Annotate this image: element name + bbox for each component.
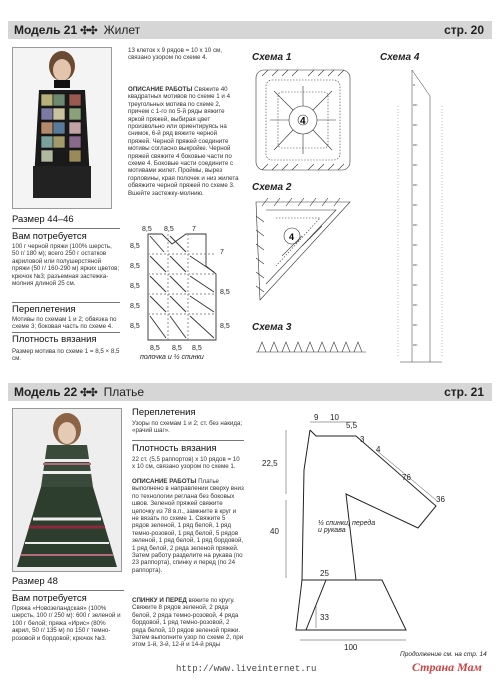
divider — [132, 440, 244, 441]
svg-text:ıııı: ıııı — [413, 322, 418, 327]
model22-title: Платье — [103, 385, 145, 399]
dim-right-3: 8,5 — [220, 323, 230, 330]
dim-left-3: 8,5 — [130, 283, 140, 290]
model22-work-text: Платье выполнено в направлении сверху вниз по технологии реглана без боковых швов. Зеленой пряжей свяжите цепочку из 78 в.п., замкните в круг и не вязать по схеме 1. Свяжите 5 рядов зеленой, 1 ряд белой, 1 ряд темно-розовой, 1 ряд белой, 5 рядов зеленой, 1 ряд белой, 1 ряд бордовой, 1 ряд белой, 2 ряда зеленой пряжей. Затем работу разделите на рукава (по 23 раппорта), спинку и перед (по 24 раппорта). — [132, 478, 244, 574]
model21-size: Размер 44–46 — [12, 214, 74, 225]
svg-text:ıııı: ıııı — [413, 122, 418, 127]
model21-materials-text: 100 г черной пряжи (100% шерсть, 50 г/ 180 м); всего 250 г остатков акриловой или полушерстяной пряжи (50 г/ 160-290 м) ярких цветов; крючок №3; разъемная застежка-молния длиной 25 см. — [12, 243, 120, 288]
dress-dim-10: 10 — [330, 413, 339, 422]
dress-dim-3: 3 — [360, 435, 365, 444]
model21-work-text: Свяжите 40 квадратных мотивов по схеме 1 и 4 треугольных мотива по схеме 2, причем с 1-го по 5-й ряды вяжите яркой пряжей, выбирая цвет произвольно или ориентируясь на снимок, 6-й ряд вяжите черной пряжей. Черной пряжей соедините мотивы согласно выкройке. Черной пряжей свяжите 4 боковые части по схеме 4. Боковые части соедините с мотивами жилет. Проймы, вырез горловины, края полочек и низ жилета обвяжите черной пряжей по схеме 3. Вшейте застежку-молнию. — [128, 86, 239, 197]
model21-weaves-text: Мотивы по схемам 1 и 2; обвязка по схеме 3; боковая часть по схеме 4. — [12, 316, 117, 331]
schema2-label: Схема 2 — [252, 182, 292, 193]
schema2-center-number: 4 — [289, 232, 295, 242]
dress-dim-4: 4 — [376, 445, 381, 454]
divider — [12, 228, 120, 229]
model21-work — [128, 86, 240, 197]
svg-text:ıııı: ıııı — [413, 302, 418, 307]
model21-header — [8, 21, 492, 39]
dress-dim-33: 33 — [320, 613, 329, 622]
model22-front-title: СПИНКУ И ПЕРЕД — [132, 597, 187, 604]
dim-bottom-2: 8,5 — [172, 345, 182, 352]
svg-text:ıııı: ıııı — [413, 202, 418, 207]
model22-materials-title: Вам потребуется — [12, 593, 87, 604]
dress-dim-40: 40 — [270, 527, 279, 536]
dim-right-2: 8,5 — [220, 289, 230, 296]
dress-dim-5-5: 5,5 — [346, 421, 358, 430]
dim-left-5: 8,5 — [130, 323, 140, 330]
model21-density-title: Плотность вязания — [12, 334, 97, 345]
svg-text:ıııı: ıııı — [413, 342, 418, 347]
model22-weaves-text: Узоры по схемам 1 и 2; ст. без накида; «рачий шаг». — [132, 420, 243, 435]
svg-text:ıııı: ıııı — [413, 262, 418, 267]
schema2-diagram — [252, 196, 356, 306]
model21-density-top: 13 клеток x 9 рядов = 10 x 10 см, связано узором по схеме 4. — [128, 47, 223, 62]
model22-work-title: ОПИСАНИЕ РАБОТЫ — [132, 478, 197, 485]
model22-work — [132, 478, 244, 574]
dress-model-illustration — [13, 409, 121, 571]
model22-page-number: стр. 21 — [444, 385, 484, 399]
model22-front — [132, 597, 244, 649]
model21-materials-title: Вам потребуется — [12, 231, 87, 242]
dim-top-2: 8,5 — [164, 226, 174, 233]
model22-weaves-title: Переплетения — [132, 407, 196, 418]
dim-bottom-1: 8,5 — [150, 345, 160, 352]
schema1-diagram — [252, 66, 354, 176]
schema4-label: Схема 4 — [380, 52, 420, 63]
divider — [12, 302, 120, 303]
model21-work-title: ОПИСАНИЕ РАБОТЫ — [128, 86, 193, 93]
model22-materials-text: Пряжа «Новозеландская» (100% шерсть, 100 г/ 250 м): 600 г зеленой и 100 г белой; пряжа «Ирис» (80% акрил, 50 г/ 135 м) по 150 г темно-розовой и бордовой; крючок №3. — [12, 605, 121, 642]
vest-pattern-diagram — [128, 224, 246, 364]
dress-dim-36: 36 — [436, 495, 445, 504]
dress-dim-76: 76 — [402, 473, 411, 482]
site-url[interactable]: http://www.liveinternet.ru — [176, 664, 317, 674]
svg-text:ıııı: ıııı — [413, 142, 418, 147]
dim-left-2: 8,5 — [130, 263, 140, 270]
model21-page-number: стр. 20 — [444, 23, 484, 37]
dim-top-3: 7 — [192, 226, 196, 233]
dim-left-4: 8,5 — [130, 303, 140, 310]
dress-diagram-caption: ½ спинки, переда и рукава — [318, 520, 376, 534]
model22-header — [8, 383, 492, 401]
svg-text:ıııı: ıııı — [413, 222, 418, 227]
schema3-label: Схема 3 — [252, 322, 292, 333]
model21-title: Жилет — [103, 23, 141, 37]
vest-model-illustration — [13, 48, 111, 208]
schema1-label: Схема 1 — [252, 52, 292, 63]
model21-mark: ✣✣ — [80, 24, 97, 37]
dim-top-1: 8,5 — [142, 226, 152, 233]
schema3-diagram — [252, 336, 370, 358]
dress-dim-100: 100 — [344, 643, 358, 650]
model22-density-title: Плотность вязания — [132, 443, 217, 454]
svg-text:ıııı: ıııı — [413, 242, 418, 247]
divider — [12, 332, 120, 333]
schema4-diagram — [390, 66, 450, 366]
model21-weaves-title: Переплетения — [12, 304, 76, 315]
dress-dim-25: 25 — [320, 569, 329, 578]
dim-bottom-3: 8,5 — [192, 345, 202, 352]
model21-photo — [12, 47, 112, 209]
svg-text:ıııı: ıııı — [413, 182, 418, 187]
svg-text:ıııı: ıııı — [413, 162, 418, 167]
svg-text:ıı: ıı — [413, 82, 416, 87]
divider — [12, 590, 124, 591]
dim-left-1: 8,5 — [130, 243, 140, 250]
vest-diagram-caption: полочка и ½ спинки — [140, 354, 204, 361]
schema1-center-number: 4 — [300, 116, 306, 127]
model21-name: Модель 21 — [14, 23, 78, 37]
model22-density-text: 22 ст. (5,5 раппортов) x 10 рядов = 10 x 10 см, связано узором по схеме 1. — [132, 456, 240, 471]
dress-dim-9: 9 — [314, 413, 319, 422]
model22-mark: ✣✣ — [80, 386, 97, 399]
model22-front-text: вяжите по кругу. Свяжите 8 рядов зеленой, 2 ряда белой, 2 ряда темно-розовой, 4 ряда бордовой, 1 ряд темно-розовой, 2 ряда белой, 10 рядов зеленой пряжи. Затем выполните узор по схеме 2, при этом 1-й, 3-й, 12-й и 14-й ряды — [132, 597, 244, 649]
dress-dim-22-5: 22,5 — [262, 459, 278, 468]
watermark: Страна Мам — [412, 660, 482, 674]
model22-photo — [12, 408, 122, 572]
model22-size: Размер 48 — [12, 576, 58, 587]
schema4-rows — [413, 82, 417, 347]
dim-right-1: 7 — [220, 249, 224, 256]
model22-name: Модель 22 — [14, 385, 78, 399]
continuation-note: Продолжение см. на стр. 14 — [400, 651, 487, 658]
svg-text:ıııı: ıııı — [413, 102, 418, 107]
svg-text:ıııı: ıııı — [413, 282, 418, 287]
model21-density-text: Размер мотива по схеме 1 = 8,5 × 8,5 см. — [12, 348, 120, 363]
